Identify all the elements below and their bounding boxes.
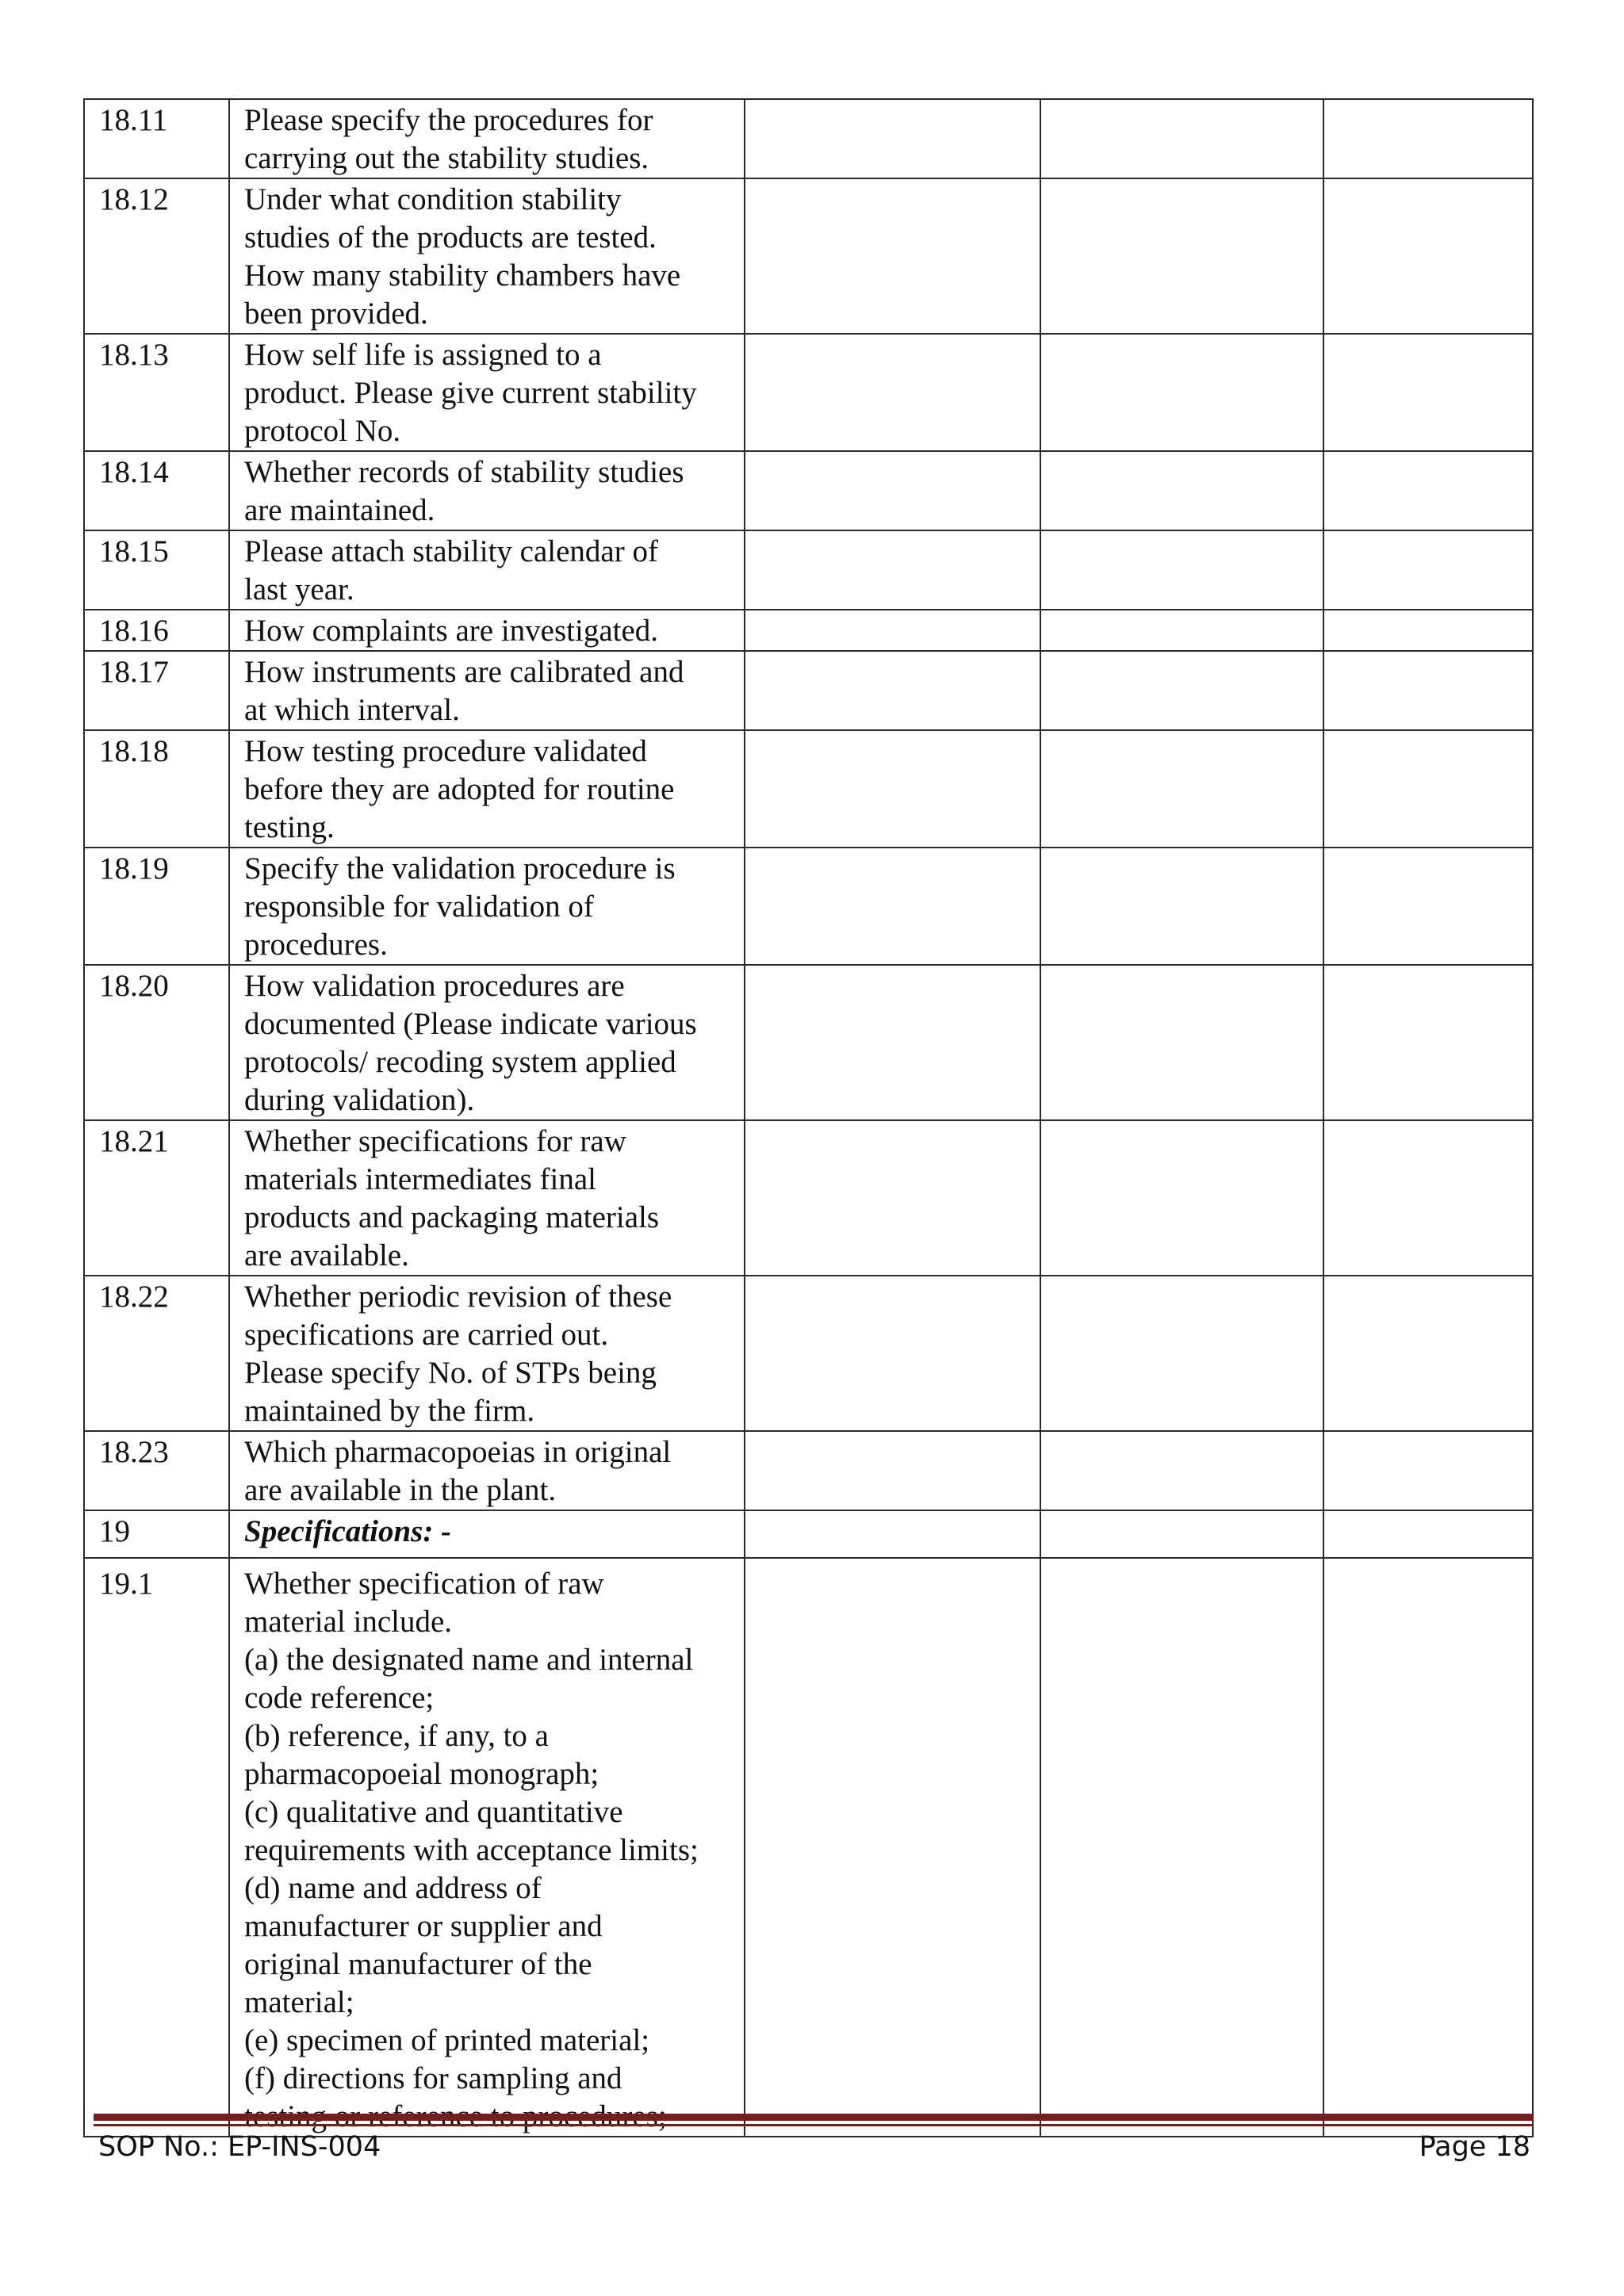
response-cell[interactable] xyxy=(745,848,1040,965)
response-cell[interactable] xyxy=(745,178,1040,334)
section-number: 19 xyxy=(84,1510,229,1558)
notes-cell[interactable] xyxy=(1323,334,1533,451)
table-row xyxy=(84,1120,1533,1276)
remarks-cell[interactable] xyxy=(1040,1276,1323,1431)
response-cell[interactable] xyxy=(745,610,1040,651)
notes-cell[interactable] xyxy=(1323,1120,1533,1276)
response-cell[interactable] xyxy=(745,965,1040,1120)
response-cell[interactable] xyxy=(745,334,1040,451)
notes-cell[interactable] xyxy=(1323,1276,1533,1431)
remarks-cell[interactable] xyxy=(1040,99,1323,178)
item-question: Whether records of stability studies are maintained. xyxy=(229,451,745,530)
remarks-cell[interactable] xyxy=(1040,610,1323,651)
table-row xyxy=(84,1431,1533,1510)
item-question: How validation procedures are documented (Please indicate various protocols/ recoding system applied during validation). xyxy=(229,965,745,1120)
response-cell[interactable] xyxy=(745,530,1040,610)
remarks-cell[interactable] xyxy=(1040,451,1323,530)
notes-cell[interactable] xyxy=(1323,1558,1533,2137)
remarks-cell[interactable] xyxy=(1040,1120,1323,1276)
table-row xyxy=(84,334,1533,451)
notes-cell[interactable] xyxy=(1323,610,1533,651)
remarks-cell[interactable] xyxy=(1040,1431,1323,1510)
table-row xyxy=(84,1558,1533,2137)
notes-cell[interactable] xyxy=(1323,530,1533,610)
sop-number: SOP No.: EP-INS-004 xyxy=(98,2131,381,2163)
response-cell[interactable] xyxy=(745,651,1040,730)
item-question: Please specify the procedures for carrying out the stability studies. xyxy=(229,99,745,178)
item-question: Whether specification of raw material include. (a) the designated name and internal code reference; (b) reference, if any, to a pharmacopoeial monograph; (c) qualitative and quantitative requirements with acceptance limits; (d) name and address of manufacturer or supplier and original manufacturer of the material; (e) specimen of printed material; (f) directions for sampling and xyxy=(229,1558,745,2137)
item-number: 18.12 xyxy=(84,178,229,334)
item-number: 18.18 xyxy=(84,730,229,848)
item-number: 18.22 xyxy=(84,1276,229,1431)
table-row xyxy=(84,530,1533,610)
response-cell[interactable] xyxy=(745,730,1040,848)
table-row xyxy=(84,965,1533,1120)
notes-cell[interactable] xyxy=(1323,1510,1533,1558)
notes-cell[interactable] xyxy=(1323,178,1533,334)
table-row xyxy=(84,730,1533,848)
response-cell[interactable] xyxy=(745,451,1040,530)
response-cell[interactable] xyxy=(745,1431,1040,1510)
notes-cell[interactable] xyxy=(1323,965,1533,1120)
item-question: Please attach stability calendar of last year. xyxy=(229,530,745,610)
response-cell[interactable] xyxy=(745,1276,1040,1431)
table-row xyxy=(84,451,1533,530)
notes-cell[interactable] xyxy=(1323,1431,1533,1510)
remarks-cell[interactable] xyxy=(1040,1558,1323,2137)
response-cell[interactable] xyxy=(745,1558,1040,2137)
section-heading: Specifications: - xyxy=(229,1510,745,1558)
remarks-cell[interactable] xyxy=(1040,730,1323,848)
table-row xyxy=(84,178,1533,334)
remarks-cell[interactable] xyxy=(1040,651,1323,730)
table-row xyxy=(84,848,1533,965)
response-cell[interactable] xyxy=(745,99,1040,178)
item-number: 18.13 xyxy=(84,334,229,451)
response-cell[interactable] xyxy=(745,1120,1040,1276)
page-number: Page 18 xyxy=(1419,2131,1530,2163)
remarks-cell[interactable] xyxy=(1040,530,1323,610)
remarks-cell[interactable] xyxy=(1040,965,1323,1120)
footer-divider xyxy=(94,2114,1533,2121)
item-question: Whether periodic revision of these specifications are carried out. Please specify No. of STPs being maintained by the firm. xyxy=(229,1276,745,1431)
remarks-cell[interactable] xyxy=(1040,1510,1323,1558)
remarks-cell[interactable] xyxy=(1040,848,1323,965)
item-question: Whether specifications for raw materials intermediates final products and packaging materials are available. xyxy=(229,1120,745,1276)
table-row xyxy=(84,1276,1533,1431)
table-row xyxy=(84,610,1533,651)
inspection-checklist-table xyxy=(83,98,1534,2137)
remarks-cell[interactable] xyxy=(1040,178,1323,334)
item-number: 18.19 xyxy=(84,848,229,965)
section-heading-row xyxy=(84,1510,1533,1558)
notes-cell[interactable] xyxy=(1323,99,1533,178)
item-question: How complaints are investigated. xyxy=(229,610,745,651)
table-row xyxy=(84,99,1533,178)
item-question: Specify the validation procedure is responsible for validation of procedures. xyxy=(229,848,745,965)
item-number: 18.23 xyxy=(84,1431,229,1510)
remarks-cell[interactable] xyxy=(1040,334,1323,451)
notes-cell[interactable] xyxy=(1323,451,1533,530)
item-question: How instruments are calibrated and at which interval. xyxy=(229,651,745,730)
table-row xyxy=(84,651,1533,730)
item-number: 18.17 xyxy=(84,651,229,730)
response-cell[interactable] xyxy=(745,1510,1040,1558)
notes-cell[interactable] xyxy=(1323,651,1533,730)
item-number: 19.1 xyxy=(84,1558,229,2137)
item-question: How testing procedure validated before they are adopted for routine testing. xyxy=(229,730,745,848)
item-number: 18.20 xyxy=(84,965,229,1120)
item-number: 18.14 xyxy=(84,451,229,530)
item-question: Which pharmacopoeias in original are available in the plant. xyxy=(229,1431,745,1510)
item-number: 18.16 xyxy=(84,610,229,651)
item-number: 18.11 xyxy=(84,99,229,178)
notes-cell[interactable] xyxy=(1323,730,1533,848)
item-question: Under what condition stability studies of the products are tested. How many stability chambers have been provided. xyxy=(229,178,745,334)
item-number: 18.21 xyxy=(84,1120,229,1276)
notes-cell[interactable] xyxy=(1323,848,1533,965)
item-question: How self life is assigned to a product. Please give current stability protocol No. xyxy=(229,334,745,451)
item-number: 18.15 xyxy=(84,530,229,610)
footer-divider-thin xyxy=(94,2124,1533,2126)
